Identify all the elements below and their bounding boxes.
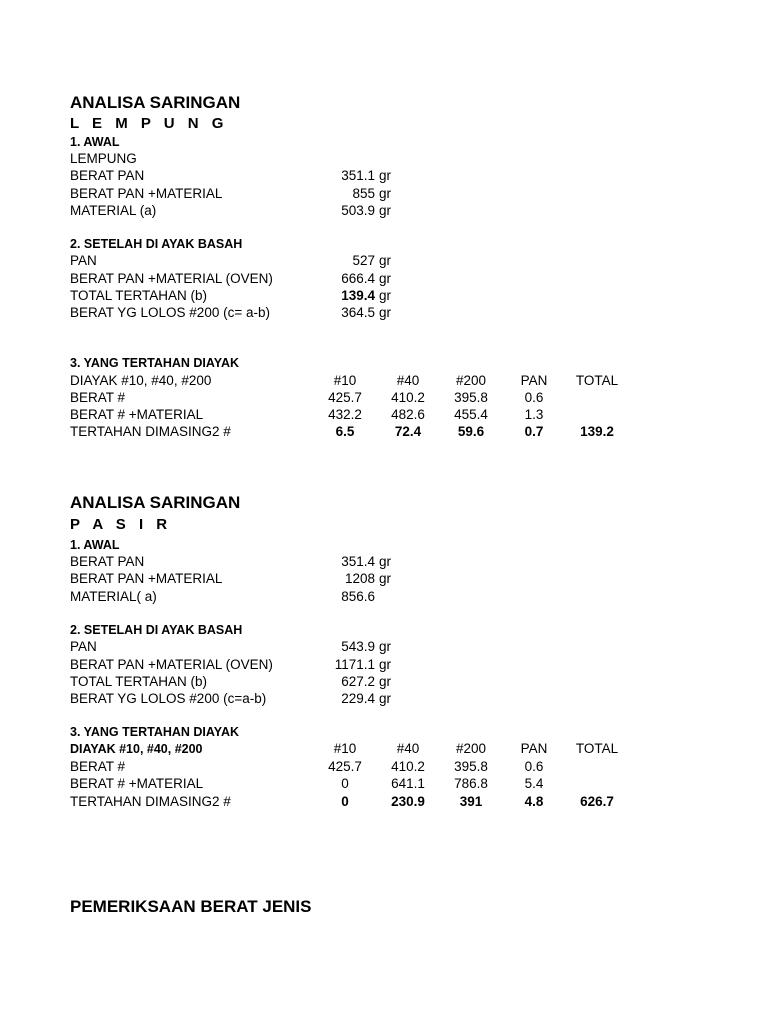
sieve-column-header: #40 bbox=[396, 373, 420, 388]
pasir-setelah-value: 229.4 bbox=[341, 691, 375, 706]
sieve-cell: 786.8 bbox=[454, 776, 488, 791]
sieve-column-header: TOTAL bbox=[575, 373, 619, 388]
sieve-column-header: #200 bbox=[455, 741, 487, 756]
berat-jenis-title: PEMERIKSAAN BERAT JENIS bbox=[70, 897, 312, 916]
lempung-awal-value: 855 bbox=[352, 186, 375, 201]
lempung-setelah-value: 666.4 bbox=[341, 271, 375, 286]
sieve-cell-total: 626.7 bbox=[580, 794, 614, 809]
sieve-column-header: #10 bbox=[333, 741, 357, 756]
pasir-setelah-label: BERAT YG LOLOS #200 (c=a-b) bbox=[70, 691, 267, 706]
lempung-setelah-label: BERAT YG LOLOS #200 (c= a-b) bbox=[70, 305, 270, 320]
lempung-total-tertahan-value: 139.4 bbox=[341, 288, 375, 303]
lempung-sieve-row-label: BERAT # +MATERIAL bbox=[70, 407, 204, 422]
lempung-setelah-heading: 2. SETELAH DI AYAK BASAH bbox=[70, 237, 243, 251]
unit-label: gr bbox=[379, 691, 392, 706]
unit-label: gr bbox=[379, 186, 392, 201]
pasir-sieve-header-label: DIAYAK #10, #40, #200 bbox=[70, 742, 203, 756]
sieve-cell: 0.6 bbox=[524, 390, 544, 405]
lempung-tertahan-heading: 3. YANG TERTAHAN DIAYAK bbox=[70, 356, 240, 370]
pasir-subtitle: P A S I R bbox=[70, 516, 172, 533]
lempung-awal-value: 351.1 bbox=[341, 168, 375, 183]
sieve-cell: 395.8 bbox=[454, 759, 488, 774]
pasir-awal-value: 1208 bbox=[344, 571, 375, 586]
unit-label: gr bbox=[379, 554, 392, 569]
sieve-cell: 455.4 bbox=[454, 407, 488, 422]
sieve-cell: 1.3 bbox=[524, 407, 544, 422]
lempung-subtitle: L E M P U N G bbox=[70, 115, 228, 132]
pasir-awal-value: 856.6 bbox=[341, 589, 375, 604]
sieve-cell-total: 0.7 bbox=[524, 424, 544, 439]
sieve-cell: 410.2 bbox=[391, 759, 425, 774]
pasir-setelah-value: 1171.1 bbox=[334, 657, 375, 672]
lempung-sieve-row-label: TERTAHAN DIMASING2 # bbox=[70, 424, 231, 439]
pasir-awal-label: BERAT PAN +MATERIAL bbox=[70, 571, 223, 586]
pasir-awal-value: 351.4 bbox=[341, 554, 375, 569]
sieve-cell-total: 230.9 bbox=[391, 794, 425, 809]
pasir-sieve-row-label: BERAT # bbox=[70, 759, 126, 774]
pasir-setelah-label: TOTAL TERTAHAN (b) bbox=[70, 674, 208, 689]
sieve-cell: 432.2 bbox=[328, 407, 362, 422]
sieve-cell: 0 bbox=[341, 776, 349, 791]
sieve-column-header: #40 bbox=[396, 741, 420, 756]
unit-label: gr bbox=[379, 571, 392, 586]
lempung-sieve-row-label: BERAT # bbox=[70, 390, 126, 405]
unit-label: gr bbox=[379, 288, 392, 303]
unit-label: gr bbox=[379, 639, 392, 654]
unit-label: gr bbox=[379, 674, 392, 689]
sieve-cell-total: 59.6 bbox=[457, 424, 485, 439]
sieve-cell: 425.7 bbox=[328, 390, 362, 405]
pasir-setelah-label: BERAT PAN +MATERIAL (OVEN) bbox=[70, 657, 273, 672]
lempung-sieve-header-label: DIAYAK #10, #40, #200 bbox=[70, 373, 212, 388]
lempung-awal-label: BERAT PAN +MATERIAL bbox=[70, 186, 223, 201]
unit-label: gr bbox=[379, 253, 392, 268]
lempung-title: ANALISA SARINGAN bbox=[70, 93, 241, 112]
unit-label: gr bbox=[379, 305, 392, 320]
unit-label: gr bbox=[379, 168, 392, 183]
pasir-setelah-value: 543.9 bbox=[341, 639, 375, 654]
pasir-setelah-heading: 2. SETELAH DI AYAK BASAH bbox=[70, 623, 243, 637]
pasir-setelah-value: 627.2 bbox=[341, 674, 375, 689]
sieve-cell: 482.6 bbox=[391, 407, 425, 422]
pasir-sieve-row-label: BERAT # +MATERIAL bbox=[70, 776, 204, 791]
sieve-cell: 641.1 bbox=[391, 776, 425, 791]
lempung-setelah-value: 527 bbox=[352, 253, 375, 268]
sieve-cell-total: 0 bbox=[341, 794, 349, 809]
sieve-cell-total: 72.4 bbox=[394, 424, 422, 439]
sieve-cell-total: 391 bbox=[459, 794, 483, 809]
sieve-cell-total: 139.2 bbox=[580, 424, 614, 439]
lempung-setelah-label: TOTAL TERTAHAN (b) bbox=[70, 288, 208, 303]
sieve-cell: 0.6 bbox=[524, 759, 544, 774]
pasir-sieve-row-label: TERTAHAN DIMASING2 # bbox=[70, 794, 231, 809]
unit-label: gr bbox=[379, 271, 392, 286]
pasir-tertahan-heading: 3. YANG TERTAHAN DIAYAK bbox=[70, 725, 240, 739]
sieve-cell: 395.8 bbox=[454, 390, 488, 405]
lempung-setelah-label: BERAT PAN +MATERIAL (OVEN) bbox=[70, 271, 273, 286]
sieve-cell: 410.2 bbox=[391, 390, 425, 405]
sieve-column-header: #10 bbox=[333, 373, 357, 388]
unit-label: gr bbox=[379, 203, 392, 218]
lempung-awal-heading: 1. AWAL bbox=[70, 135, 120, 149]
sieve-cell-total: 6.5 bbox=[335, 424, 355, 439]
lempung-setelah-value: 364.5 bbox=[341, 305, 375, 320]
lempung-setelah-label: PAN bbox=[70, 253, 97, 268]
lempung-awal-value: 503.9 bbox=[341, 203, 375, 218]
pasir-awal-label: MATERIAL( a) bbox=[70, 589, 157, 604]
sieve-column-header: TOTAL bbox=[575, 741, 619, 756]
pasir-awal-heading: 1. AWAL bbox=[70, 538, 120, 552]
sieve-column-header: #200 bbox=[455, 373, 487, 388]
lempung-awal-label: BERAT PAN bbox=[70, 168, 145, 183]
sieve-column-header: PAN bbox=[520, 373, 548, 388]
sieve-column-header: PAN bbox=[520, 741, 548, 756]
sieve-cell-total: 4.8 bbox=[524, 794, 544, 809]
sieve-cell: 5.4 bbox=[524, 776, 544, 791]
pasir-awal-label: BERAT PAN bbox=[70, 554, 145, 569]
sieve-cell: 425.7 bbox=[328, 759, 362, 774]
lempung-awal-label: MATERIAL (a) bbox=[70, 203, 157, 218]
lempung-awal-label: LEMPUNG bbox=[70, 151, 137, 166]
pasir-setelah-label: PAN bbox=[70, 639, 97, 654]
unit-label: gr bbox=[379, 657, 392, 672]
pasir-title: ANALISA SARINGAN bbox=[70, 493, 241, 512]
